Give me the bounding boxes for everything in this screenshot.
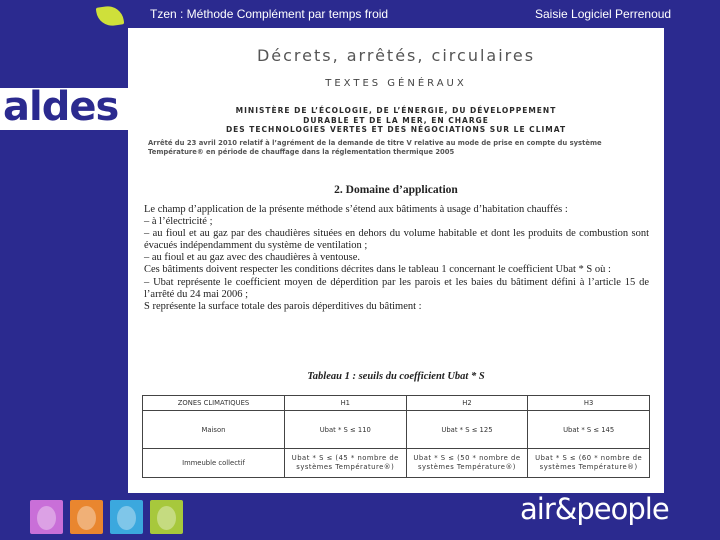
table-cell: Immeuble collectif bbox=[143, 449, 285, 478]
paragraph: Ces bâtiments doivent respecter les conditions décrites dans le tableau 1 concernant le coefficient Ubat * S où : bbox=[144, 264, 611, 276]
ministry-line: MINISTÈRE DE L’ÉCOLOGIE, DE L’ÉNERGIE, DU DÉVELOPPEMENT bbox=[235, 106, 557, 115]
body-text bbox=[144, 204, 649, 313]
table-cell: Ubat * S ≤ 110 bbox=[284, 411, 406, 449]
arrete-summary: Arrêté du 23 avril 2010 relatif à l’agrément de la demande de titre V relative au mode de prise en compte du système Température® en période de chauffage dans la réglementation thermique 2005 bbox=[148, 139, 602, 156]
table-row bbox=[143, 449, 650, 478]
people-photo-strip bbox=[30, 500, 190, 534]
list-item: – Ubat représente le coefficient moyen de déperdition par les parois et les baies du bâtiment défini à l’article 15 de l’arrêté du 24 mai 2006 ; bbox=[144, 276, 649, 300]
document-subtitle: TEXTES GÉNÉRAUX bbox=[325, 78, 467, 89]
table-cell: Ubat * S ≤ (50 * nombre de systèmes Température®) bbox=[406, 449, 528, 478]
slide-header-software: Saisie Logiciel Perrenoud bbox=[535, 7, 672, 21]
table-header-cell: H3 bbox=[528, 396, 650, 411]
list-item: – au fioul et au gaz avec des chaudières à ventouse. bbox=[144, 252, 361, 264]
climate-zones-table bbox=[142, 395, 650, 478]
person-photo bbox=[30, 500, 63, 534]
table-cell: Ubat * S ≤ (45 * nombre de systèmes Température®) bbox=[284, 449, 406, 478]
table-cell: Ubat * S ≤ 145 bbox=[528, 411, 650, 449]
table-cell: Ubat * S ≤ (60 * nombre de systèmes Température®) bbox=[528, 449, 650, 478]
ministry-line: DES TECHNOLOGIES VERTES ET DES NÉGOCIATIONS SUR LE CLIMAT bbox=[225, 125, 567, 134]
list-item: – à l’électricité ; bbox=[144, 216, 213, 228]
person-photo bbox=[70, 500, 103, 534]
aldes-logo: aldes bbox=[3, 84, 119, 130]
table-header-cell: H2 bbox=[406, 396, 528, 411]
slide-header-title: Tzen : Méthode Complément par temps froid bbox=[150, 7, 389, 21]
section-heading: 2. Domaine d’application bbox=[334, 184, 458, 196]
air-and-people-logo: air&people bbox=[520, 492, 669, 526]
person-photo bbox=[150, 500, 183, 534]
list-item: – au fioul et au gaz par des chaudières situées en dehors du volume habitable et dont les produits de combustion sont évacués indépendamment du système de ventilation ; bbox=[144, 228, 649, 252]
left-panel bbox=[0, 0, 128, 540]
table-caption: Tableau 1 : seuils du coefficient Ubat * S bbox=[307, 371, 485, 382]
table-cell: Maison bbox=[143, 411, 285, 449]
table-row bbox=[143, 411, 650, 449]
table-header-cell: ZONES CLIMATIQUES bbox=[143, 396, 285, 411]
paragraph: S représente la surface totale des parois déperditives du bâtiment : bbox=[144, 300, 422, 312]
person-photo bbox=[110, 500, 143, 534]
ministry-line: DURABLE ET DE LA MER, EN CHARGE bbox=[303, 115, 489, 125]
table-cell: Ubat * S ≤ 125 bbox=[406, 411, 528, 449]
document-page bbox=[128, 28, 664, 493]
document-title: Décrets, arrêtés, circulaires bbox=[256, 46, 536, 65]
table-header-row bbox=[143, 396, 650, 411]
ministry-heading bbox=[128, 106, 664, 135]
paragraph: Le champ d’application de la présente méthode s’étend aux bâtiments à usage d’habitation chauffés : bbox=[144, 204, 568, 215]
table-header-cell: H1 bbox=[284, 396, 406, 411]
